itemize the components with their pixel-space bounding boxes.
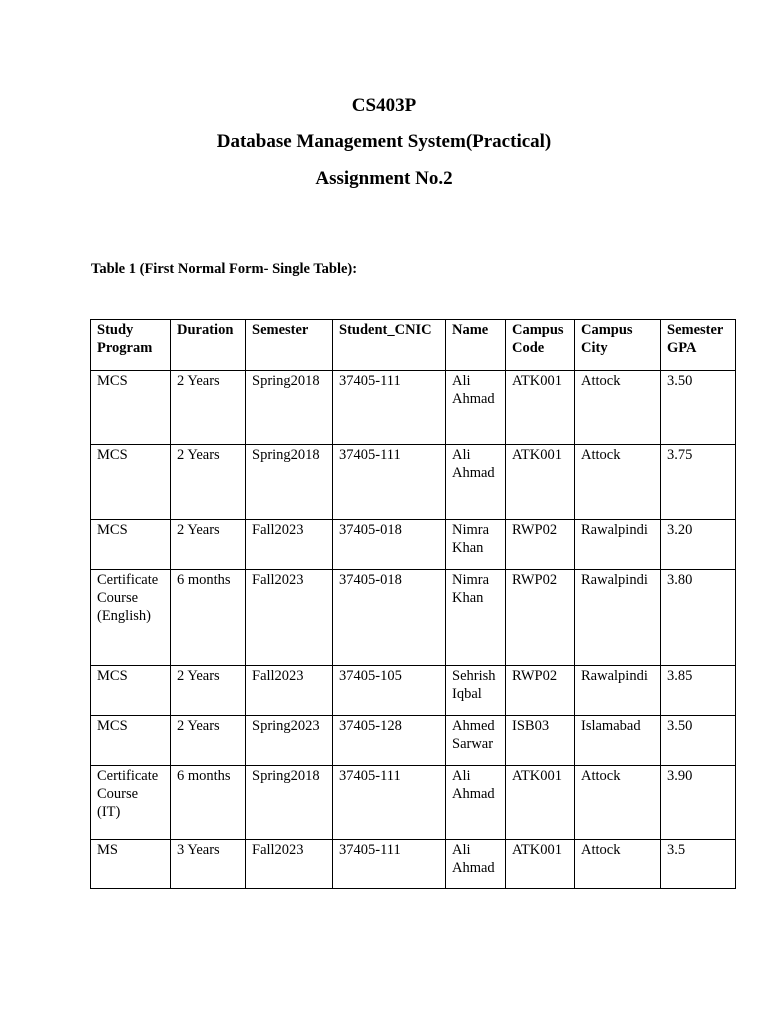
cell-duration: 2 Years [171,666,246,716]
cell-semester-gpa: 3.85 [661,666,736,716]
cell-campus-city: Attock [575,766,661,840]
cell-semester-gpa: 3.75 [661,445,736,520]
cell-semester-gpa: 3.5 [661,840,736,889]
cell-semester-gpa: 3.80 [661,570,736,666]
cell-campus-city: Attock [575,371,661,445]
table-caption: Table 1 (First Normal Form- Single Table): [91,261,358,277]
cell-study-program: MCS [91,371,171,445]
cell-study-program: MCS [91,520,171,570]
cell-semester-gpa: 3.50 [661,371,736,445]
cell-campus-code: ATK001 [506,766,575,840]
cell-campus-city: Attock [575,840,661,889]
cell-semester: Fall2023 [246,570,333,666]
header-semester-gpa: Semester GPA [661,320,736,371]
cell-campus-code: ISB03 [506,716,575,766]
cell-semester: Spring2018 [246,445,333,520]
cell-student-cnic: 37405-105 [333,666,446,716]
header-semester: Semester [246,320,333,371]
cell-name: Sehrish Iqbal [446,666,506,716]
cell-student-cnic: 37405-111 [333,840,446,889]
cell-semester-gpa: 3.20 [661,520,736,570]
cell-campus-code: ATK001 [506,840,575,889]
header-campus-code: Campus Code [506,320,575,371]
cell-duration: 2 Years [171,520,246,570]
cell-study-program: Certificate Course (IT) [91,766,171,840]
cell-study-program: MS [91,840,171,889]
cell-campus-city: Rawalpindi [575,570,661,666]
header-name: Name [446,320,506,371]
table-row [91,766,736,840]
cell-semester: Spring2023 [246,716,333,766]
table-row [91,840,736,889]
cell-duration: 2 Years [171,445,246,520]
cell-duration: 2 Years [171,716,246,766]
table-row [91,520,736,570]
table-row [91,445,736,520]
cell-campus-city: Rawalpindi [575,666,661,716]
cell-semester: Spring2018 [246,766,333,840]
header-student-cnic: Student_CNIC [333,320,446,371]
cell-semester: Spring2018 [246,371,333,445]
cell-campus-code: RWP02 [506,666,575,716]
table-row [91,371,736,445]
cell-study-program: MCS [91,716,171,766]
cell-name: Nimra Khan [446,570,506,666]
first-normal-form-table [90,319,736,889]
cell-duration: 3 Years [171,840,246,889]
cell-semester: Fall2023 [246,520,333,570]
cell-campus-city: Rawalpindi [575,520,661,570]
assignment-heading: Assignment No.2 [315,168,453,189]
cell-campus-code: ATK001 [506,445,575,520]
cell-semester: Fall2023 [246,666,333,716]
cell-student-cnic: 37405-128 [333,716,446,766]
cell-name: Nimra Khan [446,520,506,570]
cell-study-program: MCS [91,666,171,716]
cell-name: Ali Ahmad [446,371,506,445]
cell-duration: 6 months [171,570,246,666]
header-campus-city: Campus City [575,320,661,371]
cell-study-program: Certificate Course (English) [91,570,171,666]
cell-student-cnic: 37405-111 [333,371,446,445]
cell-student-cnic: 37405-111 [333,766,446,840]
table-row [91,570,736,666]
cell-semester-gpa: 3.90 [661,766,736,840]
cell-campus-code: ATK001 [506,371,575,445]
course-code-heading: CS403P [351,95,417,116]
cell-name: Ali Ahmad [446,445,506,520]
header-study-program: Study Program [91,320,171,371]
cell-student-cnic: 37405-111 [333,445,446,520]
cell-name: Ahmed Sarwar [446,716,506,766]
cell-campus-city: Attock [575,445,661,520]
cell-duration: 2 Years [171,371,246,445]
cell-name: Ali Ahmad [446,840,506,889]
cell-student-cnic: 37405-018 [333,520,446,570]
cell-semester-gpa: 3.50 [661,716,736,766]
cell-student-cnic: 37405-018 [333,570,446,666]
cell-campus-code: RWP02 [506,520,575,570]
cell-campus-code: RWP02 [506,570,575,666]
cell-campus-city: Islamabad [575,716,661,766]
header-duration: Duration [171,320,246,371]
table-row [91,666,736,716]
cell-duration: 6 months [171,766,246,840]
cell-semester: Fall2023 [246,840,333,889]
cell-name: Ali Ahmad [446,766,506,840]
table-row [91,716,736,766]
cell-study-program: MCS [91,445,171,520]
table-header-row [91,320,736,371]
course-title-heading: Database Management System(Practical) [216,131,552,152]
